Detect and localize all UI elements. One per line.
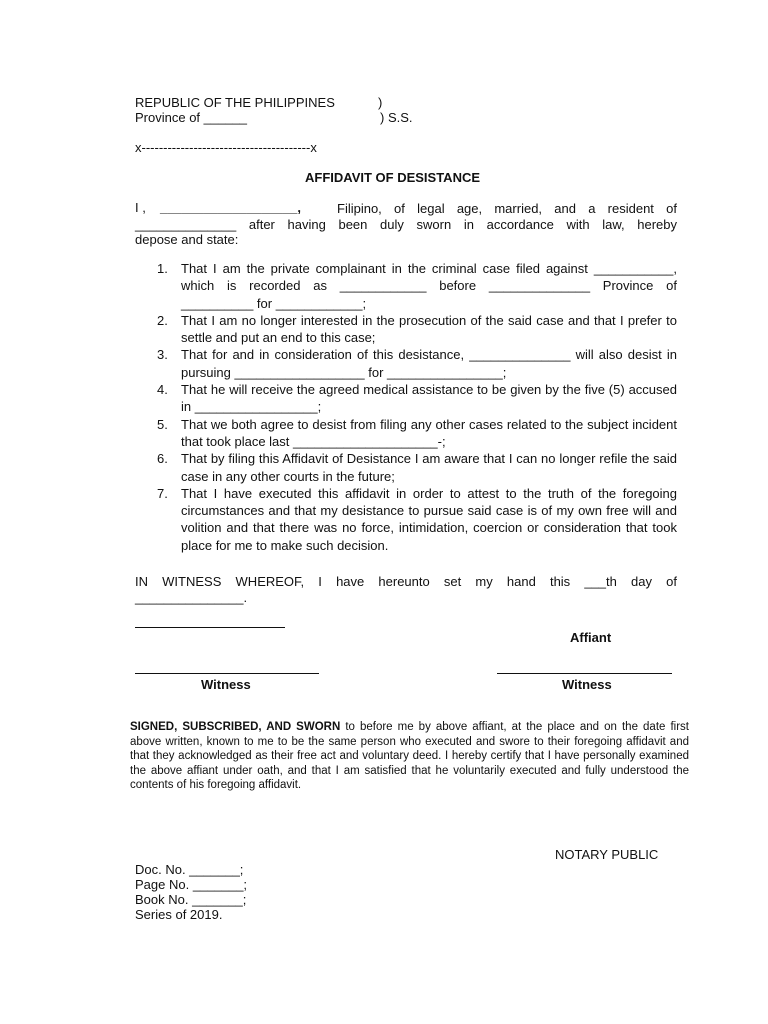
series: Series of 2019. bbox=[135, 907, 223, 922]
item-text: That by filing this Affidavit of Desistance I am aware that I can no longer refile the said case in any other courts in the future; bbox=[181, 451, 677, 484]
page-no: Page No. _______; bbox=[135, 877, 248, 892]
intro-line1: Filipino, of legal age, married, and a resident of bbox=[337, 201, 677, 216]
list-item bbox=[157, 416, 677, 451]
item-text: That I am no longer interested in the prosecution of the said case and that I prefer to settle and put an end to this case; bbox=[181, 312, 677, 346]
list-item bbox=[157, 346, 677, 381]
item-number: 4. bbox=[157, 382, 168, 398]
ss-paren: ) bbox=[378, 95, 383, 110]
book-no: Book No. _______; bbox=[135, 892, 247, 907]
witness-right-signature-line bbox=[497, 673, 672, 674]
doc-no: Doc. No. _______; bbox=[135, 862, 244, 877]
statement-list bbox=[157, 260, 677, 554]
notary-public-label: NOTARY PUBLIC bbox=[555, 847, 659, 862]
witness-clause-line2: _______________. bbox=[135, 590, 248, 605]
affiant-signature-line bbox=[135, 627, 285, 628]
item-number: 3. bbox=[157, 347, 168, 363]
item-text: That we both agree to desist from filing any other cases related to the subject incident that took place last ____________________-; bbox=[181, 416, 677, 449]
list-item bbox=[157, 260, 677, 312]
item-text: That for and in consideration of this desistance, ______________ will also desist in pursuing __________________ for ________________; bbox=[181, 347, 677, 380]
affiant-label: Affiant bbox=[570, 630, 612, 645]
list-item bbox=[157, 312, 677, 347]
affiant-name-blank: ___________________, bbox=[160, 200, 301, 215]
item-number: 6. bbox=[157, 451, 168, 467]
intro-line2: ______________ after having been duly sworn in accordance with law, hereby bbox=[135, 217, 677, 232]
witness-left-label: Witness bbox=[201, 677, 251, 692]
jurat-paragraph bbox=[130, 720, 689, 793]
item-number: 7. bbox=[157, 485, 168, 501]
witness-clause-line1: IN WITNESS WHEREOF, I have hereunto set my hand this ___th day of bbox=[135, 574, 677, 589]
caption-separator: x---------------------------------------x bbox=[135, 140, 317, 155]
item-text: That he will receive the agreed medical assistance to be given by the five (5) accused in _________________; bbox=[181, 382, 677, 415]
item-number: 1. bbox=[157, 261, 168, 276]
item-text: That I have executed this affidavit in order to attest to the truth of the foregoing circumstances and that my desistance to pursue said case is of my own free will and volition and that there was no force, intimidation, coercion or consideration that took place for me to make such decision. bbox=[181, 485, 677, 553]
item-text: That I am the private complainant in the criminal case filed against ___________, which is recorded as ____________ before ______________ Province of __________ for ____________; bbox=[181, 261, 677, 311]
province-line: Province of ______ bbox=[135, 110, 248, 125]
list-item bbox=[157, 485, 677, 554]
list-item bbox=[157, 381, 677, 416]
item-number: 5. bbox=[157, 416, 168, 432]
witness-right-label: Witness bbox=[562, 677, 612, 692]
witness-left-signature-line bbox=[135, 673, 319, 674]
jurat-text: to before me by above affiant, at the place and on the date first above written, known to me to be the same person who executed and swore to their foregoing affidavit and that they acknowledged as their free act and voluntary deed. I hereby certify that I have personally examined the above affiant under oath, and that I am satisfied that he voluntarily executed and fully understood the contents of his foregoing affidavit. bbox=[130, 721, 690, 792]
item-number: 2. bbox=[157, 312, 168, 328]
republic-heading: REPUBLIC OF THE PHILIPPINES bbox=[135, 95, 335, 110]
jurat-lead: SIGNED, SUBSCRIBED, AND SWORN bbox=[130, 721, 341, 733]
intro-i: I , bbox=[135, 200, 146, 215]
intro-line3: depose and state: bbox=[135, 232, 239, 247]
ss-label: ) S.S. bbox=[380, 110, 413, 125]
document-title: AFFIDAVIT OF DESISTANCE bbox=[305, 170, 481, 185]
list-item bbox=[157, 450, 677, 485]
